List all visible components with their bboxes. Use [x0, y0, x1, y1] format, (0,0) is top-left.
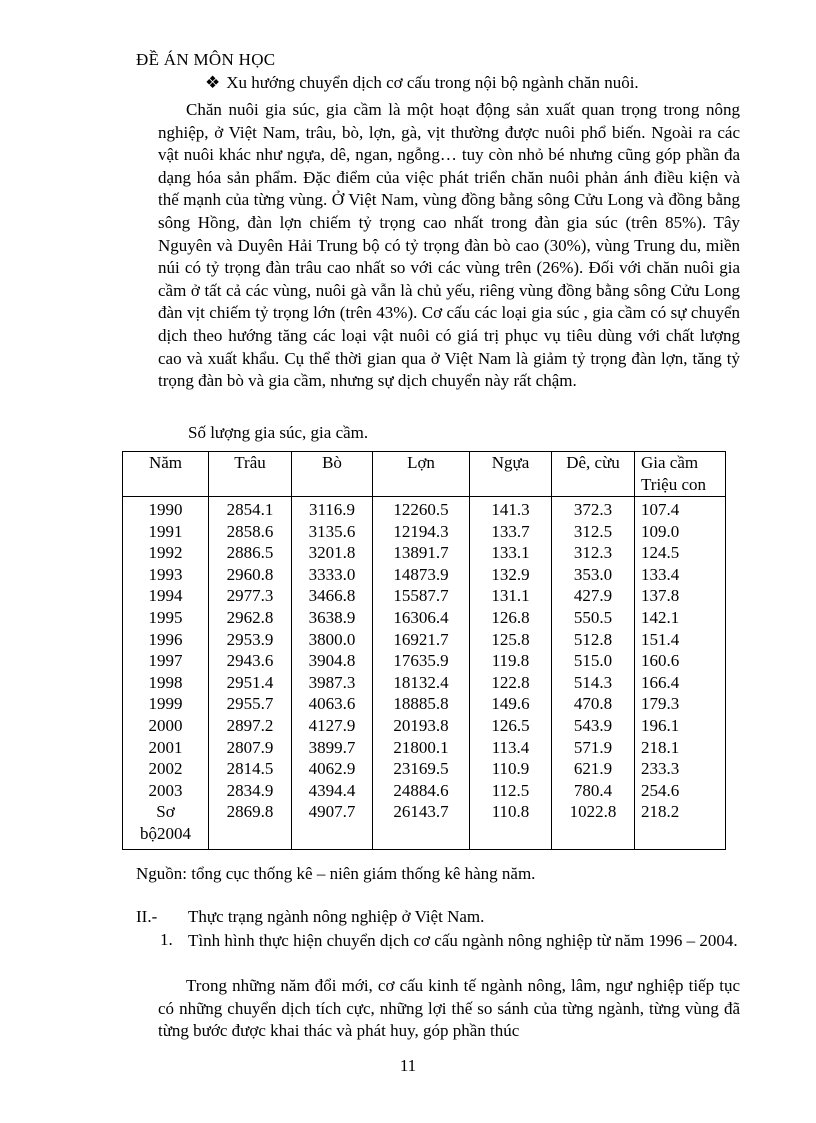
cell-year: 1997: [123, 650, 209, 672]
table-row: [123, 737, 726, 759]
cell-pig: 12194.3: [373, 521, 470, 543]
livestock-table: [122, 451, 726, 850]
cell-cattle: 3800.0: [292, 629, 373, 651]
document-header: ĐỀ ÁN MÔN HỌC: [136, 50, 276, 69]
cell-poultry: 218.1: [635, 737, 726, 759]
cell-cattle: 4062.9: [292, 758, 373, 780]
cell-cattle: 3987.3: [292, 672, 373, 694]
cell-cattle: 3201.8: [292, 542, 373, 564]
cell-goat-sheep: 550.5: [552, 607, 635, 629]
cell-horse: 132.9: [470, 564, 552, 586]
table-row: [123, 693, 726, 715]
cell-cattle: 4127.9: [292, 715, 373, 737]
cell-pig: 18885.8: [373, 693, 470, 715]
cell-buffalo: 2858.6: [209, 521, 292, 543]
cell-goat-sheep: 512.8: [552, 629, 635, 651]
cell-poultry: 166.4: [635, 672, 726, 694]
cell-buffalo: 2834.9: [209, 780, 292, 802]
header-cattle: Bò: [292, 452, 373, 497]
cell-cattle: 4907.7: [292, 801, 373, 849]
cell-cattle: 3116.9: [292, 497, 373, 521]
cell-pig: 24884.6: [373, 780, 470, 802]
cell-cattle: 3135.6: [292, 521, 373, 543]
cell-goat-sheep: 515.0: [552, 650, 635, 672]
table-row: [123, 715, 726, 737]
table-row: [123, 650, 726, 672]
cell-poultry: 151.4: [635, 629, 726, 651]
cell-pig: 17635.9: [373, 650, 470, 672]
cell-year: 1999: [123, 693, 209, 715]
cell-poultry: 233.3: [635, 758, 726, 780]
cell-year: 2000: [123, 715, 209, 737]
cell-year: 1991: [123, 521, 209, 543]
cell-poultry: 254.6: [635, 780, 726, 802]
cell-cattle: 4063.6: [292, 693, 373, 715]
cell-year: 2002: [123, 758, 209, 780]
section-title: Thực trạng ngành nông nghiệp ở Việt Nam.: [188, 907, 485, 926]
cell-horse: 133.1: [470, 542, 552, 564]
cell-cattle: 3466.8: [292, 585, 373, 607]
cell-buffalo: 2951.4: [209, 672, 292, 694]
header-poultry: [635, 452, 726, 497]
year-line-1: Sơ: [156, 802, 175, 822]
cell-buffalo: 2955.7: [209, 693, 292, 715]
page-number: 11: [399, 1056, 417, 1075]
cell-poultry: 142.1: [635, 607, 726, 629]
cell-buffalo: 2897.2: [209, 715, 292, 737]
cell-goat-sheep: 470.8: [552, 693, 635, 715]
cell-cattle: 3899.7: [292, 737, 373, 759]
subheading-text: Xu hướng chuyển dịch cơ cấu trong nội bộ ngành chăn nuôi.: [226, 73, 639, 92]
body-paragraph-2: Trong những năm đổi mới, cơ cấu kinh tế ngành nông, lâm, ngư nghiệp tiếp tục có những chuyển dịch tích cực, những lợi thế so sánh của từng ngành, từng vùng đã từng bước được khai thác và phát huy, góp phần thúc: [158, 976, 740, 1041]
header-horse: Ngựa: [470, 452, 552, 497]
body-paragraph-1: Chăn nuôi gia súc, gia cầm là một hoạt động sản xuất quan trọng trong nông nghiệp, ở Việt Nam, trâu, bò, lợn, gà, vịt thường được nuôi phổ biến. Ngoài ra các vật nuôi khác như ngựa, dê, ngan, ngỗng… tuy còn nhỏ bé nhưng cũng góp phần đa dạng hóa sản phẩm. Đặc điểm của việc phát triển chăn nuôi phản ánh điều kiện và thế mạnh của từng vùng. Ở Việt Nam, vùng đồng bằng sông Cửu Long và đồng bằng sông Hồng, đàn lợn chiếm tỷ trọng cao nhất trong đàn gia súc (trên 85%). Tây Nguyên và Duyên Hải Trung bộ có tỷ trọng đàn bò cao (30%), vùng Trung du, miền núi có tỷ trọng đàn trâu cao nhất so với các vùng trên (26%). Đối với chăn nuôi gia cầm ở tất cả các vùng, nuôi gà vẫn là chủ yếu, riêng vùng đồng bằng sông Cửu Long đàn vịt chiếm tỷ trọng lớn (trên 43%). Cơ cấu các loại gia súc , gia cầm có sự chuyển dịch theo hướng tăng các loại vật nuôi có giá trị phục vụ tiêu dùng với chất lượng cao và xuất khẩu. Cụ thể thời gian qua ở Việt Nam là giảm tỷ trọng đàn lợn, tăng tỷ trọng đàn bò và gia cầm, nhưng sự dịch chuyển này rất chậm.: [158, 100, 740, 391]
year-line-2: bộ2004: [140, 823, 191, 843]
header-poultry-label: Gia cầm: [641, 453, 699, 472]
cell-goat-sheep: 372.3: [552, 497, 635, 521]
table-caption: Số lượng gia súc, gia cầm.: [188, 423, 369, 442]
table-row: [123, 607, 726, 629]
cell-buffalo: 2962.8: [209, 607, 292, 629]
cell-poultry: 179.3: [635, 693, 726, 715]
cell-buffalo: 2807.9: [209, 737, 292, 759]
cell-year: [123, 801, 209, 849]
cell-poultry: 107.4: [635, 497, 726, 521]
cell-pig: 16306.4: [373, 607, 470, 629]
cell-horse: 133.7: [470, 521, 552, 543]
cell-year: 2001: [123, 737, 209, 759]
cell-goat-sheep: 353.0: [552, 564, 635, 586]
cell-year: 2003: [123, 780, 209, 802]
list-item-text: Tình hình thực hiện chuyển dịch cơ cấu ngành nông nghiệp từ năm 1996 – 2004.: [188, 931, 738, 950]
cell-poultry: 218.2: [635, 801, 726, 849]
table-row: [123, 585, 726, 607]
cell-horse: 113.4: [470, 737, 552, 759]
cell-cattle: 3904.8: [292, 650, 373, 672]
cell-horse: 122.8: [470, 672, 552, 694]
cell-pig: 18132.4: [373, 672, 470, 694]
table-source-note: Nguồn: tổng cục thống kê – niên giám thống kê hàng năm.: [136, 864, 536, 883]
table-row: [123, 801, 726, 849]
cell-buffalo: 2886.5: [209, 542, 292, 564]
cell-year: 1998: [123, 672, 209, 694]
cell-cattle: 3638.9: [292, 607, 373, 629]
table-row: [123, 629, 726, 651]
table-row: [123, 521, 726, 543]
cell-poultry: 109.0: [635, 521, 726, 543]
cell-buffalo: 2977.3: [209, 585, 292, 607]
header-year: Năm: [123, 452, 209, 497]
cell-horse: 125.8: [470, 629, 552, 651]
table-row: [123, 780, 726, 802]
cell-poultry: 124.5: [635, 542, 726, 564]
header-poultry-unit: Triệu con: [641, 474, 707, 494]
cell-buffalo: 2953.9: [209, 629, 292, 651]
table-row: [123, 564, 726, 586]
cell-year: 1996: [123, 629, 209, 651]
cell-pig: 15587.7: [373, 585, 470, 607]
table-row: [123, 758, 726, 780]
cell-buffalo: 2814.5: [209, 758, 292, 780]
cell-horse: 110.9: [470, 758, 552, 780]
cell-pig: 12260.5: [373, 497, 470, 521]
cell-goat-sheep: 312.3: [552, 542, 635, 564]
cell-poultry: 160.6: [635, 650, 726, 672]
list-item-number: 1.: [160, 930, 173, 949]
cell-horse: 126.5: [470, 715, 552, 737]
cell-horse: 149.6: [470, 693, 552, 715]
cell-year: 1993: [123, 564, 209, 586]
table-row: [123, 497, 726, 521]
cell-horse: 126.8: [470, 607, 552, 629]
cell-pig: 23169.5: [373, 758, 470, 780]
cell-poultry: 137.8: [635, 585, 726, 607]
cell-goat-sheep: 312.5: [552, 521, 635, 543]
cell-horse: 131.1: [470, 585, 552, 607]
section-subheading: [205, 73, 639, 93]
section-number: II.-: [136, 907, 158, 926]
cell-goat-sheep: 571.9: [552, 737, 635, 759]
cell-buffalo: 2869.8: [209, 801, 292, 849]
cell-poultry: 196.1: [635, 715, 726, 737]
cell-goat-sheep: 780.4: [552, 780, 635, 802]
cell-pig: 26143.7: [373, 801, 470, 849]
cell-pig: 20193.8: [373, 715, 470, 737]
cell-buffalo: 2943.6: [209, 650, 292, 672]
header-buffalo: Trâu: [209, 452, 292, 497]
cell-goat-sheep: 427.9: [552, 585, 635, 607]
table-row: [123, 542, 726, 564]
cell-cattle: 4394.4: [292, 780, 373, 802]
cell-goat-sheep: 1022.8: [552, 801, 635, 849]
cell-goat-sheep: 543.9: [552, 715, 635, 737]
cell-year: 1994: [123, 585, 209, 607]
cell-buffalo: 2854.1: [209, 497, 292, 521]
cell-pig: 14873.9: [373, 564, 470, 586]
cell-year: 1995: [123, 607, 209, 629]
header-pig: Lợn: [373, 452, 470, 497]
cell-goat-sheep: 621.9: [552, 758, 635, 780]
cell-horse: 141.3: [470, 497, 552, 521]
diamond-bullet-icon: ❖: [205, 73, 221, 92]
cell-pig: 16921.7: [373, 629, 470, 651]
cell-year: 1992: [123, 542, 209, 564]
cell-poultry: 133.4: [635, 564, 726, 586]
table-row: [123, 672, 726, 694]
cell-horse: 119.8: [470, 650, 552, 672]
table-header-row: [123, 452, 726, 497]
cell-year: 1990: [123, 497, 209, 521]
cell-buffalo: 2960.8: [209, 564, 292, 586]
cell-horse: 112.5: [470, 780, 552, 802]
cell-pig: 13891.7: [373, 542, 470, 564]
cell-horse: 110.8: [470, 801, 552, 849]
cell-goat-sheep: 514.3: [552, 672, 635, 694]
cell-cattle: 3333.0: [292, 564, 373, 586]
header-goat-sheep: Dê, cừu: [552, 452, 635, 497]
cell-pig: 21800.1: [373, 737, 470, 759]
table-body: [123, 497, 726, 850]
